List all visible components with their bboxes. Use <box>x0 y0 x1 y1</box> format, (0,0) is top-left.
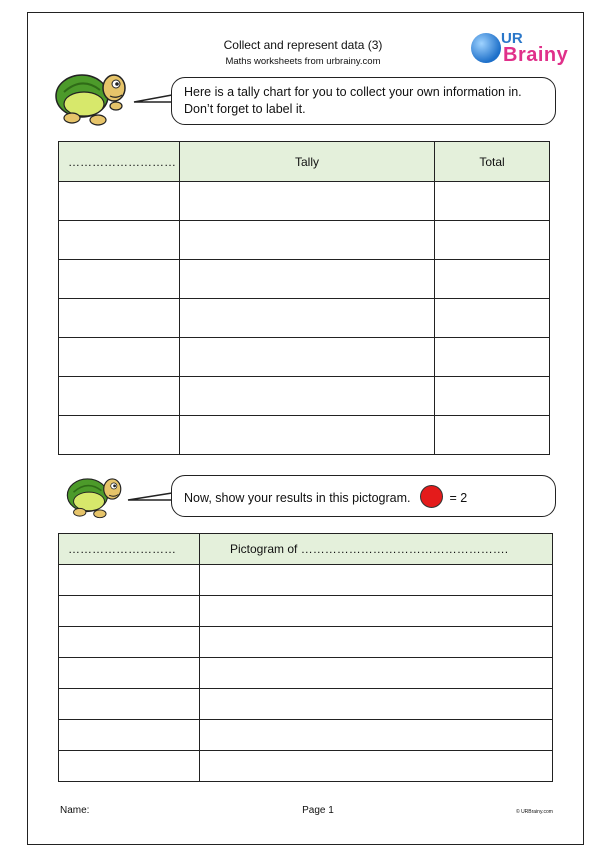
red-circle-key-icon <box>420 485 443 508</box>
table-row <box>59 182 550 221</box>
instruction-line-2: Don’t forget to label it. <box>184 102 306 116</box>
total-cell[interactable] <box>435 377 550 416</box>
pictogram-cell[interactable] <box>200 689 553 720</box>
pictogram-cell[interactable] <box>200 565 553 596</box>
tally-cell[interactable] <box>180 416 435 455</box>
table-row <box>59 565 553 596</box>
pictogram-table <box>58 533 553 782</box>
pictogram-cell[interactable] <box>200 627 553 658</box>
name-label: Name: <box>60 805 90 816</box>
category-header[interactable]: ……………………… <box>59 142 180 182</box>
tally-header-row <box>59 142 550 182</box>
table-row <box>59 338 550 377</box>
category-cell[interactable] <box>59 260 180 299</box>
speech-bubble-instructions <box>171 77 556 125</box>
logo-ur-text: UR <box>501 30 523 47</box>
tally-cell[interactable] <box>180 182 435 221</box>
category-cell[interactable] <box>59 182 180 221</box>
pictogram-instruction: Now, show your results in this pictogram. <box>184 490 411 505</box>
category-cell[interactable] <box>59 627 200 658</box>
table-row <box>59 720 553 751</box>
pictogram-header[interactable]: Pictogram of ……………………………………………. <box>200 534 553 565</box>
turtle-icon <box>64 472 128 520</box>
total-cell[interactable] <box>435 299 550 338</box>
tally-cell[interactable] <box>180 377 435 416</box>
pictogram-cell[interactable] <box>200 751 553 782</box>
category-cell[interactable] <box>59 299 180 338</box>
category-cell[interactable] <box>59 377 180 416</box>
total-cell[interactable] <box>435 221 550 260</box>
tally-header: Tally <box>180 142 435 182</box>
total-cell[interactable] <box>435 416 550 455</box>
table-row <box>59 751 553 782</box>
category-cell[interactable] <box>59 751 200 782</box>
table-row <box>59 416 550 455</box>
category-cell[interactable] <box>59 338 180 377</box>
key-value: = 2 <box>449 490 468 505</box>
table-row <box>59 260 550 299</box>
category-cell[interactable] <box>59 658 200 689</box>
table-row <box>59 689 553 720</box>
logo-brainy-text: Brainy <box>503 44 569 66</box>
instruction-line-1: Here is a tally chart for you to collect your own information in. <box>184 85 522 99</box>
urbrainy-logo <box>469 30 569 70</box>
category-cell[interactable] <box>59 416 180 455</box>
total-cell[interactable] <box>435 260 550 299</box>
category-cell[interactable] <box>59 720 200 751</box>
tally-cell[interactable] <box>180 299 435 338</box>
category-cell[interactable] <box>59 689 200 720</box>
table-row <box>59 627 553 658</box>
tally-table <box>58 141 550 455</box>
table-row <box>59 596 553 627</box>
category-header[interactable]: ……………………… <box>59 534 200 565</box>
speech-tail <box>132 92 174 106</box>
tally-cell[interactable] <box>180 260 435 299</box>
total-cell[interactable] <box>435 338 550 377</box>
globe-icon <box>471 33 501 63</box>
table-row <box>59 221 550 260</box>
pictogram-cell[interactable] <box>200 658 553 689</box>
page-subtitle: Maths worksheets from urbrainy.com <box>225 56 381 67</box>
copyright: © URBrainy.com <box>516 809 553 815</box>
page-number: Page 1 <box>302 805 334 816</box>
tally-cell[interactable] <box>180 221 435 260</box>
table-row <box>59 658 553 689</box>
category-cell[interactable] <box>59 221 180 260</box>
table-row <box>59 299 550 338</box>
total-cell[interactable] <box>435 182 550 221</box>
tally-cell[interactable] <box>180 338 435 377</box>
speech-tail <box>126 490 174 504</box>
category-cell[interactable] <box>59 565 200 596</box>
turtle-icon <box>52 66 134 128</box>
pictogram-header-row <box>59 534 553 565</box>
pictogram-cell[interactable] <box>200 720 553 751</box>
total-header: Total <box>435 142 550 182</box>
pictogram-cell[interactable] <box>200 596 553 627</box>
category-cell[interactable] <box>59 596 200 627</box>
speech-bubble-pictogram <box>171 475 556 517</box>
table-row <box>59 377 550 416</box>
page-title: Collect and represent data (3) <box>223 38 383 52</box>
